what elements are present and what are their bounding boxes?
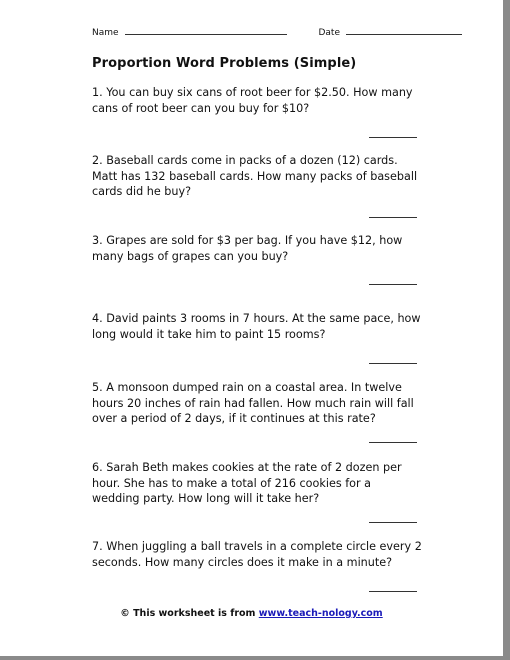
answer-line-3	[369, 284, 417, 285]
answer-line-4	[369, 363, 417, 364]
problem-1: 1. You can buy six cans of root beer for $2.50. How many cans of root beer can you buy for $10?	[92, 86, 413, 115]
date-field-group	[318, 26, 462, 38]
answer-line-5	[369, 442, 417, 443]
date-line	[346, 26, 462, 35]
problem-2: 2. Baseball cards come in packs of a dozen (12) cards. Matt has 132 baseball cards. How many packs of baseball cards did he buy?	[92, 154, 418, 198]
answer-line-1	[369, 137, 417, 138]
name-field-group	[92, 26, 287, 38]
problem-6: 6. Sarah Beth makes cookies at the rate of 2 dozen per hour. She has to make a total of 216 cookies for a wedding party. How long will it take her?	[92, 461, 402, 505]
header	[92, 26, 462, 38]
problem-3: 3. Grapes are sold for $3 per bag. If you have $12, how many bags of grapes can you buy?	[92, 234, 403, 263]
footer-link[interactable]: www.teach-nology.com	[258, 608, 383, 619]
problem-5: 5. A monsoon dumped rain on a coastal area. In twelve hours 20 inches of rain had fallen. How much rain will fall over a period of 2 days, if it continues at this rate?	[92, 381, 414, 425]
name-label: Name	[92, 28, 119, 38]
problem-4: 4. David paints 3 rooms in 7 hours. At the same pace, how long would it take him to paint 15 rooms?	[92, 312, 421, 341]
date-label: Date	[318, 28, 340, 38]
problem-7: 7. When juggling a ball travels in a complete circle every 2 seconds. How many circles does it make in a minute?	[92, 540, 422, 569]
answer-line-7	[369, 591, 417, 592]
name-line	[125, 26, 287, 35]
footer	[0, 608, 503, 619]
answer-line-6	[369, 522, 417, 523]
page-title: Proportion Word Problems (Simple)	[92, 56, 357, 71]
footer-text: © This worksheet is from	[120, 608, 256, 619]
answer-line-2	[369, 217, 417, 218]
